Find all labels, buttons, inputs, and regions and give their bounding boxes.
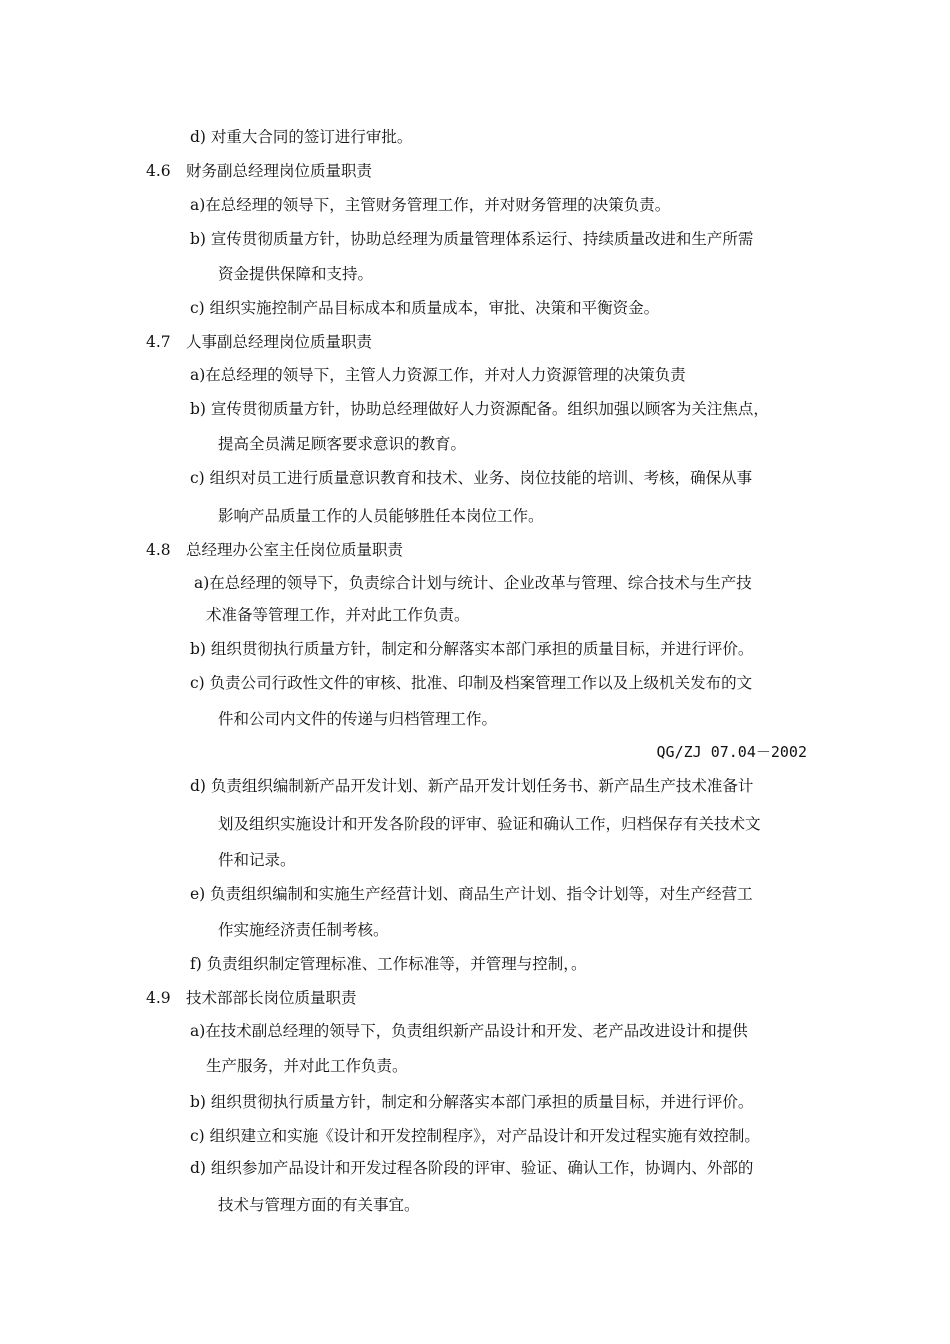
document-code: QG/ZJ 07.04－2002	[656, 743, 807, 761]
item-line: c) 组织实施控制产品目标成本和质量成本，审批、决策和平衡资金。	[190, 299, 660, 317]
item-line: c) 组织对员工进行质量意识教育和技术、业务、岗位技能的培训、考核，确保从事	[190, 469, 753, 487]
section-title: 人事副总经理岗位质量职责	[186, 333, 373, 351]
item-continuation: 划及组织实施设计和开发各阶段的评审、验证和确认工作，归档保存有关技术文	[218, 815, 761, 833]
item-continuation: 影响产品质量工作的人员能够胜任本岗位工作。	[218, 507, 544, 525]
item-line: a)在总经理的领导下，负责综合计划与统计、企业改革与管理、综合技术与生产技	[194, 574, 752, 592]
section-number: 4.7	[146, 333, 171, 351]
item-line: d) 负责组织编制新产品开发计划、新产品开发计划任务书、新产品生产技术准备计	[190, 777, 754, 795]
item-continuation: 术准备等管理工作，并对此工作负责。	[206, 606, 470, 624]
item-continuation: 件和记录。	[218, 851, 296, 869]
section-title: 总经理办公室主任岗位质量职责	[186, 541, 404, 559]
section-title: 技术部部长岗位质量职责	[186, 989, 357, 1007]
section-heading	[146, 161, 372, 181]
item-line: b) 组织贯彻执行质量方针，制定和分解落实本部门承担的质量目标，并进行评价。	[190, 1093, 754, 1111]
item-line: d) 对重大合同的签订进行审批。	[190, 128, 413, 146]
item-line: c) 组织建立和实施《设计和开发控制程序》，对产品设计和开发过程实施有效控制。	[190, 1127, 760, 1145]
item-line: e) 负责组织编制和实施生产经营计划、商品生产计划、指令计划等，对生产经营工	[190, 885, 753, 903]
item-line: b) 组织贯彻执行质量方针，制定和分解落实本部门承担的质量目标，并进行评价。	[190, 640, 754, 658]
section-number: 4.6	[146, 162, 171, 180]
section-number: 4.9	[146, 989, 171, 1007]
item-line: a)在总经理的领导下，主管财务管理工作，并对财务管理的决策负责。	[190, 196, 671, 214]
item-continuation: 资金提供保障和支持。	[218, 265, 374, 283]
item-line: b) 宣传贯彻质量方针，协助总经理为质量管理体系运行、持续质量改进和生产所需	[190, 230, 754, 248]
item-continuation: 技术与管理方面的有关事宜。	[218, 1196, 420, 1214]
section-number: 4.8	[146, 541, 171, 559]
item-line: a)在技术副总经理的领导下，负责组织新产品设计和开发、老产品改进设计和提供	[190, 1022, 748, 1040]
item-line: b) 宣传贯彻质量方针，协助总经理做好人力资源配备。组织加强以顾客为关注焦点，	[190, 400, 769, 418]
section-title: 财务副总经理岗位质量职责	[186, 162, 373, 180]
section-heading	[146, 540, 403, 560]
item-continuation: 作实施经济责任制考核。	[218, 921, 389, 939]
item-continuation: 件和公司内文件的传递与归档管理工作。	[218, 710, 498, 728]
item-continuation: 提高全员满足顾客要求意识的教育。	[218, 435, 467, 453]
item-line: a)在总经理的领导下，主管人力资源工作，并对人力资源管理的决策负责	[190, 366, 686, 384]
item-line: c) 负责公司行政性文件的审核、批准、印制及档案管理工作以及上级机关发布的文	[190, 674, 753, 692]
item-continuation: 生产服务，并对此工作负责。	[206, 1057, 408, 1075]
item-line: f) 负责组织制定管理标准、工作标准等，并管理与控制，。	[190, 955, 587, 973]
section-heading	[146, 332, 372, 352]
item-line: d) 组织参加产品设计和开发过程各阶段的评审、验证、确认工作，协调内、外部的	[190, 1159, 754, 1177]
section-heading	[146, 988, 357, 1008]
